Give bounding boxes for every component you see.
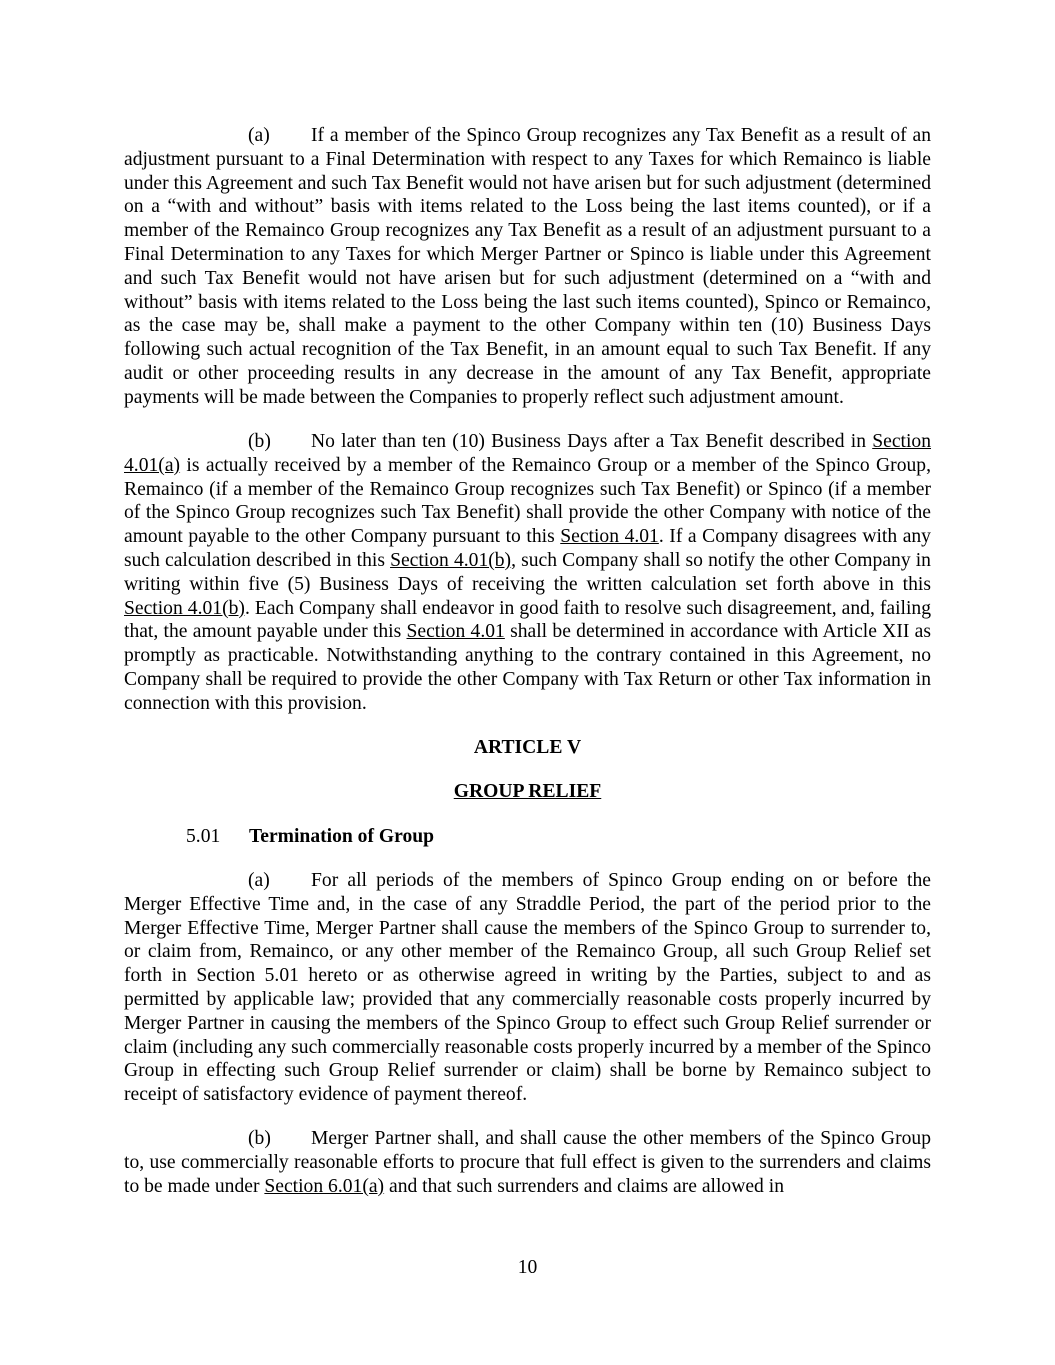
paragraph-text: If a member of the Spinco Group recognizes any Tax Benefit as a result of an adjustment pursuant to a Final Determination with respect to any Taxes for which Remainco is liable under this Agreement and such Tax Benefit would not have arisen but for such adjustment (determined on a “with and without” basis with items related to the Loss being the last items counted), or if a member of the Remainco Group recognizes any Tax Benefit as a result of an adjustment pursuant to a Final Determination to any Taxes for which Merger Partner or Spinco is liable under this Agreement and such Tax Benefit would not have arisen but for such adjustment (determined on a “with and without” basis with items related to the Loss being the last such items counted), Spinco or Remainco, as the case may be, shall make a payment to the other Company within ten (10) Business Days following such actual recognition of the Tax Benefit, in an amount equal to such Tax Benefit. If any audit or other proceeding results in any decrease in the amount of any Tax Benefit, appropriate payments will be made between the Companies to properly reflect such adjustment amount. [124, 125, 931, 408]
paragraph-text: . If a Company disagrees with any such calculation described in this [124, 526, 931, 572]
section-reference: Section 6.01(a) [264, 1176, 385, 1198]
paragraph-4-01-a [124, 124, 931, 410]
paragraph-text: No later than ten (10) Business Days after a Tax Benefit described in [311, 431, 873, 453]
paragraph-5-01-a [124, 869, 931, 1107]
document-page [124, 124, 931, 1199]
section-heading [124, 825, 931, 849]
paragraph-marker: (a) [248, 125, 270, 146]
section-reference: Section 4.01 [560, 526, 659, 548]
paragraph-text: shall be determined in accordance with Article XII as promptly as practicable. Notwithstanding anything to the contrary contained in this Agreement, no Company shall be required to provide the other Company with Tax Return or other Tax information in connection with this provision. [124, 621, 931, 714]
paragraph-text: is actually received by a member of the Remainco Group or a member of the Spinco Group, Remainco (if a member of the Remainco Group recognizes such Tax Benefit) or Spinco (if a member of the Spinco Group recognizes such Tax Benefit) shall provide the other Company with notice of the amount payable to the other Company pursuant to this [124, 454, 931, 548]
section-title: Termination of Group [249, 825, 435, 847]
paragraph-text: For all periods of the members of Spinco Group ending on or before the Merger Effective Time and, in the case of any Straddle Period, the part of the period prior to the Merger Effective Time, Merger Partner shall cause the members of the Spinco Group to surrender to, or claim from, Remainco, or any other member of the Remainco Group, all such Group Relief set forth in Section 5.01 hereto or as otherwise agreed in writing by the Parties, subject to and as permitted by applicable law; provided that any commercially reasonable costs properly incurred by Merger Partner in causing the members of the Spinco Group to effect such Group Relief surrender or claim (including any such commercially reasonable costs properly incurred by a member of the Spinco Group in effecting such Group Relief surrender or claim) shall be borne by Remainco subject to receipt of satisfactory evidence of payment thereof. [124, 870, 931, 1106]
paragraph-5-01-b [124, 1127, 931, 1198]
paragraph-marker: (b) [248, 1128, 271, 1150]
paragraph-text: Merger Partner shall, and shall cause the other members of the Spinco Group to, use commercially reasonable efforts to procure that full effect is given to the surrenders and claims to be made under [124, 1128, 931, 1198]
paragraph-text: . Each Company shall endeavor in good faith to resolve such disagreement, and, failing that, the amount payable under this [124, 597, 932, 643]
section-number: 5.01 [186, 825, 221, 847]
paragraph-marker: (b) [248, 431, 271, 453]
page-number: 10 [517, 1257, 538, 1278]
article-title-text: GROUP RELIEF [453, 781, 602, 803]
paragraph-marker: (a) [248, 870, 270, 892]
section-reference: Section 4.01 [406, 621, 505, 643]
paragraph-text: , such Company shall so notify the other Company in writing within five (5) Business Days of receiving the written calculation set forth above in this [124, 550, 931, 595]
section-reference: Section 4.01(a) [124, 431, 931, 476]
article-number: ARTICLE V [473, 737, 582, 759]
paragraph-4-01-b [124, 430, 931, 716]
paragraph-text: and that such surrenders and claims are allowed in [384, 1176, 784, 1198]
section-reference: Section 4.01(b) [390, 550, 512, 572]
section-reference: Section 4.01(b) [124, 597, 245, 619]
article-title [124, 780, 931, 804]
